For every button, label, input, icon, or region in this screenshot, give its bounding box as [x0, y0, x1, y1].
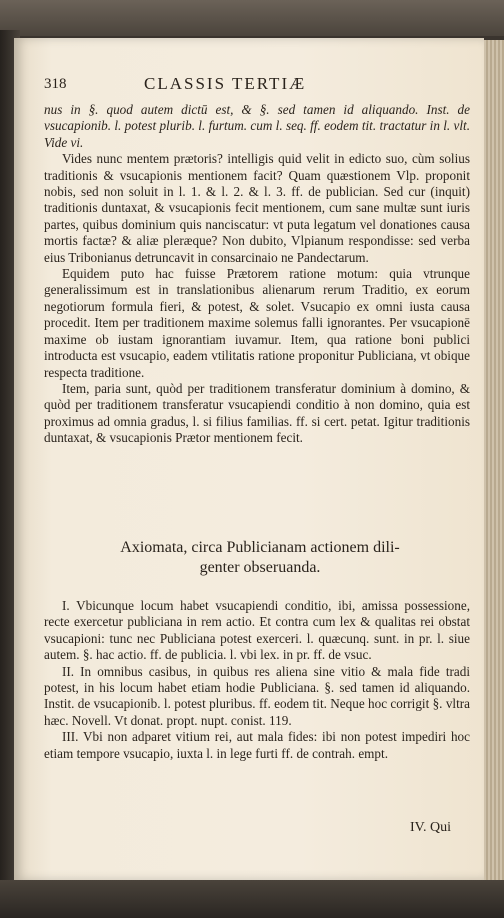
paragraph-continuation: nus in §. quod autem dictū est, & §. sed tamen id aliquando. Inst. de vsucapionib. l. potest plurib. l. furtum. cum l. seq. ff. eodem tit. tractatur in l. vlt. Vide vi.	[44, 102, 470, 150]
running-head: CLASSIS TERTIÆ	[144, 74, 307, 93]
book-cover-top	[0, 0, 504, 36]
body-text	[44, 102, 470, 447]
axiom-item: I. Vbicunque locum habet vsucapiendi conditio, ibi, amissa possessione, recte exercetur publiciana in rem actio. Et contra cum lex & qualitas rei obstat vsucapioni: tunc nec Publiciana potest exerceri. l. quæcunq. sunt. in pr. l. siue autem. §. hac actio. ff. de publicia. l. vbi lex. in pr. ff. de vsuc.	[44, 598, 470, 663]
page-header	[44, 76, 464, 98]
paragraph: Equidem puto hac fuisse Prætorem ratione motum: quia vtrunque generalissimum est in translationibus alienarum rerum Traditio, ex eorum negotiorum formula fieri, & potest, & solet. Vsucapio ex omni iusta causa procedit. Item per traditionem maxime solemus falli ignorantes. Per vsucapionē maxime ob iustam ignorantiam iuvamur. Item, qua ratione boni publici introducta est vsucapio, eadem vtilitatis ratione proponitur Publiciana, vt obique respecta traditione.	[44, 266, 470, 380]
axiom-item: III. Vbi non adparet vitium rei, aut mala fides: ibi non potest impediri hoc etiam tempore vsucapio, iuxta l. in lege furti ff. de contrah. empt.	[44, 729, 470, 761]
section-heading	[60, 538, 460, 578]
heading-line: Axiomata, circa Publicianam actionem dili-	[120, 539, 400, 556]
paragraph: Vides nunc mentem prætoris? intelligis quid velit in edicto suo, cùm solius traditionis & vsucapionis mentionem facit? Quam quæstionem Vlp. proponit nobis, sed non soluit in l. 1. & l. 2. & l. 3. ff. de publician. Sed cur (inquit) traditionis duntaxat, & vsucapionis fecit mentionem, cum sane multæ sunt iuris partes, quibus dominium quis nanciscatur: vt puta legatum vel donationes causa mortis factæ? & aliæ pleræque? Non dubito, Vlpianum respondisse: sed verba eius Tribonianus detruncavit in consarcinaio ne Pandectarum.	[44, 151, 470, 265]
axiom-item: II. In omnibus casibus, in quibus res aliena sine vitio & mala fide tradi potest, in his locum habet etiam hodie Publiciana. §. sed tamen id aliquando. Instit. de vsucapionib. l. potest pluribus. ff. eodem tit. Neque hoc corrigit §. vltra hæc. Novell. Vt donat. propt. nupt. conist. 119.	[44, 663, 470, 728]
book-bottom	[0, 880, 504, 918]
axioms-list	[44, 598, 470, 762]
page-number: 318	[44, 76, 67, 92]
paragraph: Item, paria sunt, quòd per traditionem transferatur dominium à domino, & quòd per traditionem transferatur vsucapiendi conditio à non domino, quia est proximus ad omnia gradus, l. si filius familias. ff. si cert. petat. Igitur traditionis duntaxat, & vsucapionis Prætor mentionem fecit.	[44, 380, 470, 446]
catchword: IV. Qui	[410, 820, 451, 835]
heading-line: genter obseruanda.	[199, 559, 321, 576]
